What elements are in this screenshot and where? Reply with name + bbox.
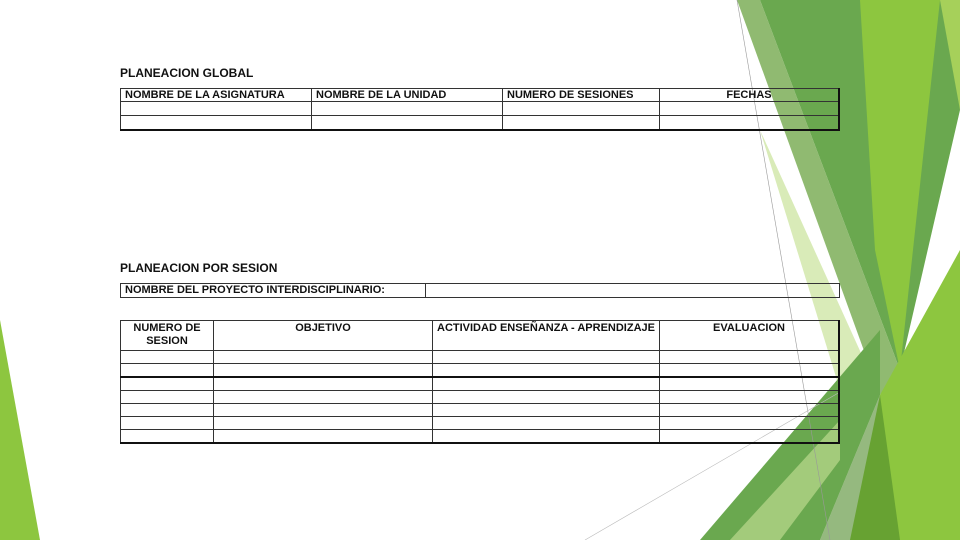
table-row (121, 284, 840, 298)
session-planning-title: PLANEACION POR SESION (120, 261, 278, 275)
table-row (121, 391, 840, 404)
table-cell[interactable] (660, 391, 840, 404)
table-cell[interactable] (214, 417, 433, 430)
header-dates: FECHAS (660, 89, 840, 102)
table-row (121, 116, 840, 131)
header-unit-name: NOMBRE DE LA UNIDAD (312, 89, 503, 102)
table-cell[interactable] (660, 377, 840, 391)
session-planning-table (120, 320, 840, 444)
table-cell[interactable] (121, 417, 214, 430)
table-cell[interactable] (433, 351, 660, 364)
table-cell[interactable] (660, 102, 840, 116)
table-cell[interactable] (121, 116, 312, 131)
header-evaluation: EVALUACION (660, 321, 840, 351)
left-green-triangle (0, 320, 40, 540)
table-cell[interactable] (433, 430, 660, 444)
table-cell[interactable] (121, 377, 214, 391)
table-header-row (121, 89, 840, 102)
table-cell[interactable] (121, 364, 214, 378)
table-cell[interactable] (660, 404, 840, 417)
table-cell[interactable] (121, 351, 214, 364)
table-cell[interactable] (214, 364, 433, 378)
table-cell[interactable] (214, 404, 433, 417)
table-cell[interactable] (660, 364, 840, 378)
table-cell[interactable] (660, 430, 840, 444)
table-cell[interactable] (433, 417, 660, 430)
table-cell[interactable] (312, 116, 503, 131)
header-activity: ACTIVIDAD ENSEÑANZA - APRENDIZAJE (433, 321, 660, 351)
table-cell[interactable] (214, 391, 433, 404)
table-cell[interactable] (312, 102, 503, 116)
header-objective: OBJETIVO (214, 321, 433, 351)
table-cell[interactable] (433, 404, 660, 417)
table-cell[interactable] (214, 377, 433, 391)
table-row (121, 404, 840, 417)
table-row (121, 351, 840, 364)
table-cell[interactable] (503, 116, 660, 131)
table-cell[interactable] (121, 102, 312, 116)
table-cell[interactable] (660, 116, 840, 131)
table-row (121, 430, 840, 444)
table-cell[interactable] (660, 351, 840, 364)
table-cell[interactable] (433, 391, 660, 404)
header-subject-name: NOMBRE DE LA ASIGNATURA (121, 89, 312, 102)
table-row (121, 377, 840, 391)
table-cell[interactable] (121, 391, 214, 404)
table-row (121, 102, 840, 116)
table-cell[interactable] (503, 102, 660, 116)
project-name-field[interactable] (426, 284, 840, 298)
table-cell[interactable] (121, 404, 214, 417)
header-session-count: NUMERO DE SESIONES (503, 89, 660, 102)
project-name-table (120, 283, 840, 298)
table-row (121, 364, 840, 378)
global-planning-table (120, 88, 840, 131)
table-header-row (121, 321, 840, 351)
header-session-number: NUMERO DE SESION (121, 321, 214, 351)
project-name-label: NOMBRE DEL PROYECTO INTERDISCIPLINARIO: (121, 284, 426, 298)
table-row (121, 417, 840, 430)
table-cell[interactable] (660, 417, 840, 430)
table-cell[interactable] (214, 351, 433, 364)
global-planning-title: PLANEACION GLOBAL (120, 66, 254, 80)
table-cell[interactable] (214, 430, 433, 444)
table-cell[interactable] (433, 377, 660, 391)
table-cell[interactable] (433, 364, 660, 378)
table-cell[interactable] (121, 430, 214, 444)
